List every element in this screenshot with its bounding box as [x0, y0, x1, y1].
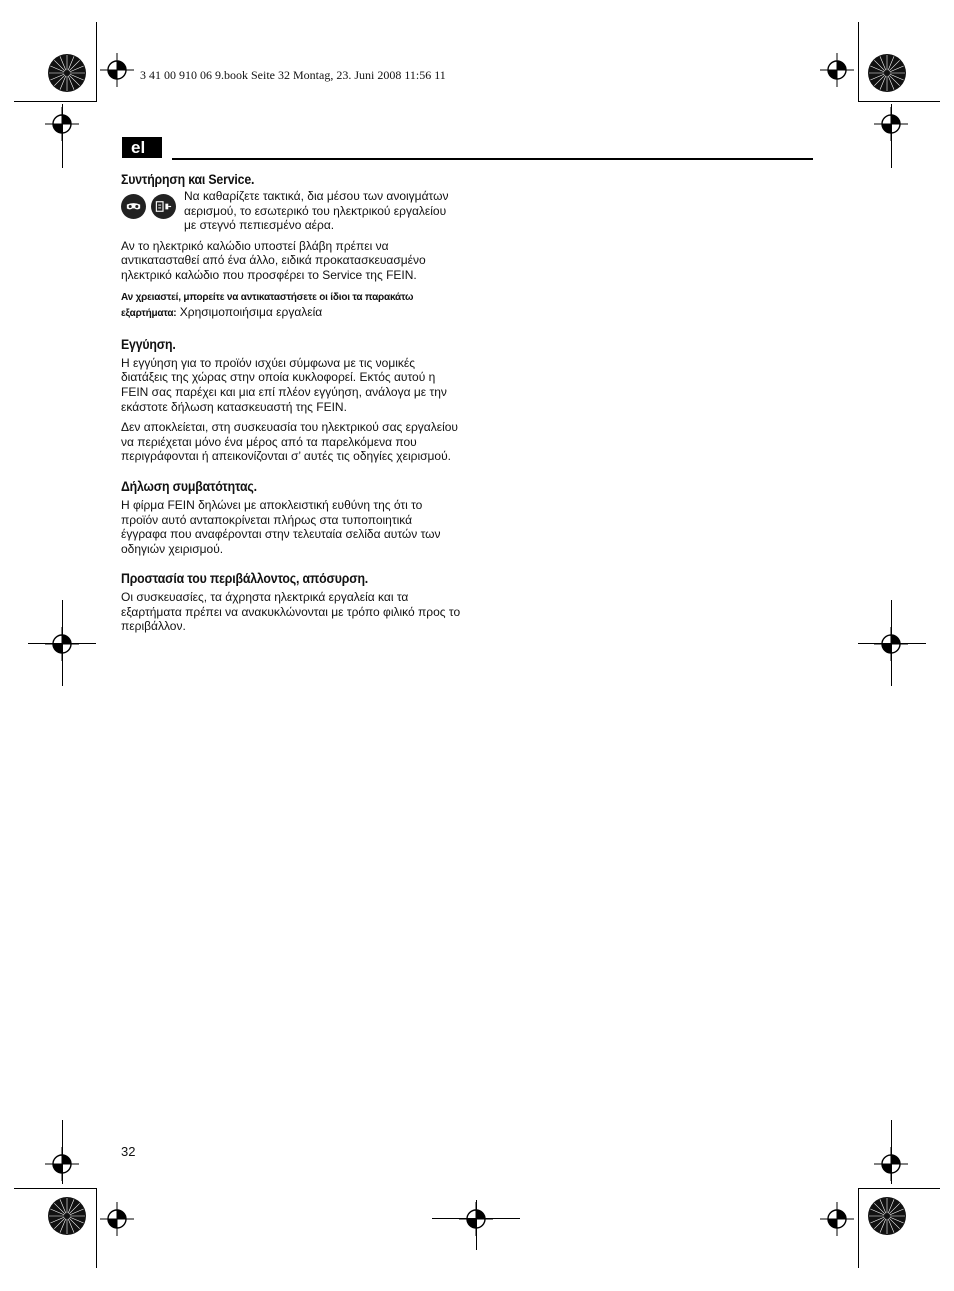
registration-mark-icon	[459, 1202, 493, 1236]
page-number: 32	[121, 1144, 136, 1159]
crop-mark	[96, 22, 97, 102]
crop-mark	[858, 1188, 940, 1189]
registration-mark-icon	[874, 627, 908, 661]
section-title: Δήλωση συμβατότητας.	[121, 477, 257, 494]
section-environment	[121, 570, 461, 634]
crop-mark	[96, 1188, 97, 1268]
maintenance-intro-text: Να καθαρίζετε τακτικά, δια μέσου των ανοιγμάτων αερισμού, το εσωτερικό του ηλεκτρικού εργαλείου με στεγνό πεπιεσμένο αέρα.	[184, 189, 449, 233]
crop-mark	[14, 101, 96, 102]
registration-mark-icon	[45, 627, 79, 661]
language-tab: el	[122, 137, 162, 158]
environment-text: Οι συσκευασίες, τα άχρηστα ηλεκτρικά εργαλεία και τα εξαρτήματα πρέπει να ανακυκλώνονται με τρόπο φιλικό προς το περιβάλλον.	[121, 590, 461, 634]
conformity-text: Η φίρμα FEIN δηλώνει με αποκλειστική ευθύνη της ότι το προϊόν αυτό ανταποκρίνεται πλήρως στα τυποποιητικά έγγραφα που αναφέρονται στην τελευταία σελίδα αυτών των οδηγιών χειρισμού.	[121, 497, 441, 556]
replaceable-parts-value: Χρησιμοποιήσιμα εργαλεία	[176, 305, 323, 320]
warranty-text-2: Δεν αποκλείεται, στη συσκευασία του ηλεκτρικού σας εργαλείου να περιέχεται μόνο ένα μέρος από τα παρελκόμενα που περιγράφονται ή απεικονίζονται σ’ αυτές τις οδηγίες χειρισμού.	[121, 420, 458, 464]
color-rosette-icon	[47, 53, 87, 93]
color-rosette-icon	[867, 53, 907, 93]
registration-mark-icon	[100, 1202, 134, 1236]
replaceable-parts-label: Αν χρειαστεί, μπορείτε να αντικαταστήσετε οι ίδιοι τα παρακάτω εξαρτήματα:	[121, 291, 414, 320]
warranty-text-1: Η εγγύηση για το προϊόν ισχύει σύμφωνα με τις νομικές διατάξεις της χώρας στην οποία κυκλοφορεί. Εκτός αυτού η FEIN σας παρέχει και μια επί πλέον εγγύηση, ανάλογα με την εκάστοτε δήλωση κατασκευαστή της FEIN.	[121, 355, 447, 414]
crop-mark	[14, 1188, 96, 1189]
goggles-icon	[121, 194, 146, 219]
registration-mark-icon	[45, 107, 79, 141]
registration-mark-icon	[100, 53, 134, 87]
cable-text: Αν το ηλεκτρικό καλώδιο υποστεί βλάβη πρέπει να αντικατασταθεί από ένα άλλο, ειδικά προκατασκευασμένο ηλεκτρικό καλώδιο που προσφέρει το Service της FEIN.	[121, 238, 426, 282]
unplug-icon	[151, 194, 176, 219]
registration-mark-icon	[874, 1147, 908, 1181]
crop-mark	[858, 22, 859, 102]
section-conformity	[121, 478, 461, 556]
registration-mark-icon	[874, 107, 908, 141]
safety-icons	[121, 194, 176, 219]
registration-mark-icon	[820, 53, 854, 87]
color-rosette-icon	[867, 1196, 907, 1236]
file-info: 3 41 00 910 06 9.book Seite 32 Montag, 23. Juni 2008 11:56 11	[140, 68, 446, 82]
section-title: Συντήρηση και Service.	[121, 171, 255, 187]
registration-mark-icon	[45, 1147, 79, 1181]
registration-mark-icon	[820, 1202, 854, 1236]
crop-mark	[858, 101, 940, 102]
section-warranty	[121, 336, 461, 464]
section-title: Εγγύηση.	[121, 335, 176, 352]
section-title: Προστασία του περιβάλλοντος, απόσυρση.	[121, 570, 369, 587]
color-rosette-icon	[47, 1196, 87, 1236]
crop-mark	[858, 1188, 859, 1268]
top-rule	[172, 158, 813, 160]
main-content	[121, 171, 461, 648]
replaceable-parts	[121, 289, 461, 322]
maintenance-intro	[121, 191, 461, 239]
section-maintenance	[121, 171, 461, 322]
